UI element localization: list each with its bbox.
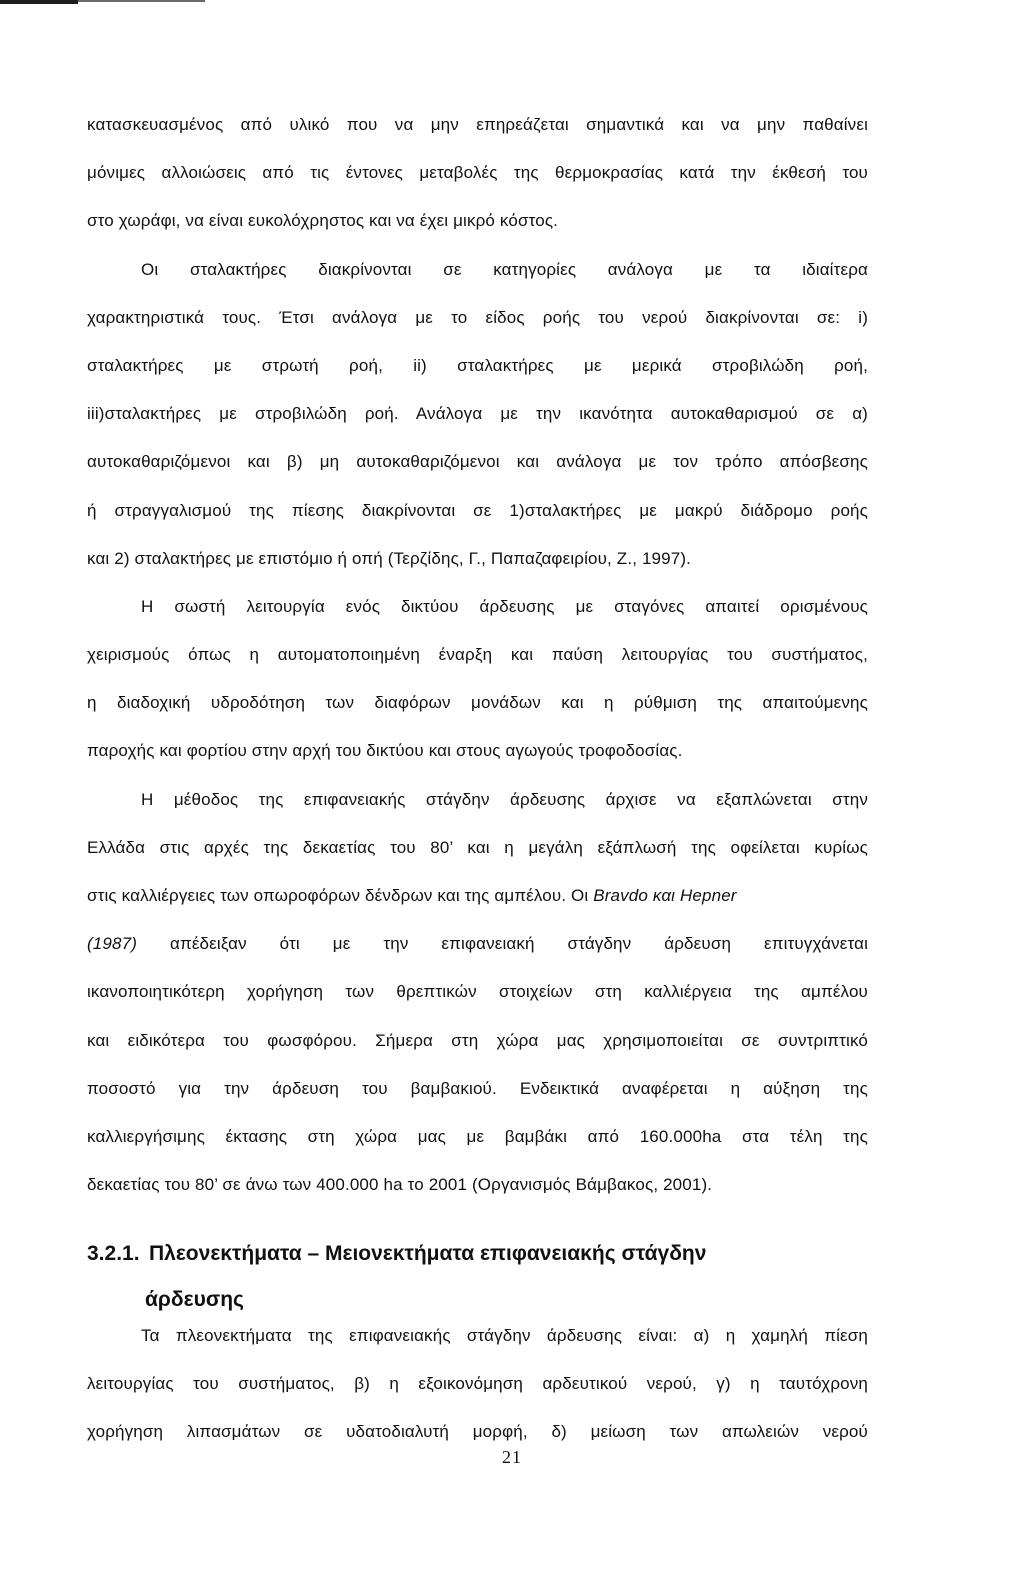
- text-fragment: στις καλλιέργειες των οπωροφόρων δένδρων και της αμπέλου. Οι: [87, 886, 594, 905]
- text-line: χορήγηση λιπασμάτων σε υδατοδιαλυτή μορφή, δ) μείωση των απωλειών νερού: [87, 1422, 868, 1442]
- page-number: 21: [502, 1447, 522, 1467]
- text-line: [87, 920, 868, 968]
- text-line: αυτοκαθαριζόμενοι και β) μη αυτοκαθαριζόμενοι και ανάλογα με τον τρόπο απόσβεσης: [87, 452, 868, 472]
- text-line: χειρισμούς όπως η αυτοματοποιημένη έναρξη και παύση λειτουργίας του συστήματος,: [87, 645, 868, 665]
- text-line: ικανοποιητικότερη χορήγηση των θρεπτικών στοιχείων στη καλλιέργεια της αμπέλου: [87, 982, 868, 1002]
- text-line: και 2) σταλακτήρες με επιστόμιο ή οπή (Τερζίδης, Γ., Παπαζαφειρίου, Ζ., 1997).: [87, 548, 692, 568]
- text-line: Τα πλεονεκτήματα της επιφανειακής στάγδην άρδευσης είναι: α) η χαμηλή πίεση: [141, 1326, 868, 1345]
- text-line: κατασκευασμένος από υλικό που να μην επηρεάζεται σημαντικά και να μην παθαίνει: [87, 115, 868, 134]
- section-title-continuation: άρδευσης: [145, 1288, 244, 1311]
- text-line: ή στραγγαλισμού της πίεσης διακρίνονται σε 1)σταλακτήρες με μακρύ διάδρομο ροής: [87, 500, 868, 520]
- scan-edge-mark-dark: [0, 0, 78, 4]
- text-line: σταλακτήρες με στρωτή ροή, ii) σταλακτήρες με μερικά στροβιλώδη ροή,: [87, 355, 868, 375]
- text-line: Η μέθοδος της επιφανειακής στάγδην άρδευσης άρχισε να εξαπλώνεται στην: [141, 789, 868, 809]
- section-number: 3.2.1.: [87, 1242, 140, 1265]
- text-line: καλλιεργήσιμης έκτασης στη χώρα μας με βαμβάκι από 160.000ha στα τέλη της: [87, 1126, 868, 1146]
- section-heading: [87, 1231, 868, 1323]
- text-line: iii)σταλακτήρες με στροβιλώδη ροή. Ανάλογα με την ικανότητα αυτοκαθαρισμού σε α): [87, 404, 868, 424]
- text-line: μόνιμες αλλοιώσεις από τις έντονες μεταβολές της θερμοκρασίας κατά την έκθεσή του: [87, 163, 868, 183]
- section-title: Πλεονεκτήματα – Μειονεκτήματα επιφανειακής στάγδην: [149, 1242, 707, 1265]
- text-line: Ελλάδα στις αρχές της δεκαετίας του 80’ και η μεγάλη εξάπλωσή της οφείλεται κυρίως: [87, 837, 868, 857]
- body-text: [87, 101, 868, 1209]
- section-text: [87, 1312, 868, 1457]
- text-line: λειτουργίας του συστήματος, β) η εξοικονόμηση αρδευτικού νερού, γ) η ταυτόχρονη: [87, 1374, 868, 1394]
- citation-year: (1987): [87, 934, 138, 954]
- text-line: στο χωράφι, να είναι ευκολόχρηστος και να έχει μικρό κόστος.: [87, 211, 559, 231]
- citation-authors: Bravdo και Hepner: [593, 886, 737, 905]
- text-line: δεκαετίας του 80’ σε άνω των 400.000 ha το 2001 (Οργανισμός Βάμβακος, 2001).: [87, 1175, 713, 1195]
- text-line: Οι σταλακτήρες διακρίνονται σε κατηγορίες ανάλογα με τα ιδιαίτερα: [141, 259, 868, 279]
- text-line: ποσοστό για την άρδευση του βαμβακιού. Ενδεικτικά αναφέρεται η αύξηση της: [87, 1078, 868, 1098]
- text-fragment: απέδειξαν ότι με την επιφανειακή στάγδην άρδευση επιτυγχάνεται: [137, 934, 868, 954]
- text-line: και ειδικότερα του φωσφόρου. Σήμερα στη χώρα μας χρησιμοποιείται σε συντριπτικό: [87, 1030, 868, 1050]
- text-line: η διαδοχική υδροδότηση των διαφόρων μονάδων και η ρύθμιση της απαιτούμενης: [87, 693, 868, 713]
- text-line: χαρακτηριστικά τους. Έτσι ανάλογα με το είδος ροής του νερού διακρίνονται σε: i): [87, 307, 868, 327]
- text-line: Η σωστή λειτουργία ενός δικτύου άρδευσης με σταγόνες απαιτεί ορισμένους: [141, 596, 868, 616]
- text-line: [87, 872, 868, 920]
- section-heading-line: [87, 1231, 868, 1277]
- text-line: παροχής και φορτίου στην αρχή του δικτύου και στους αγωγούς τροφοδοσίας.: [87, 741, 683, 761]
